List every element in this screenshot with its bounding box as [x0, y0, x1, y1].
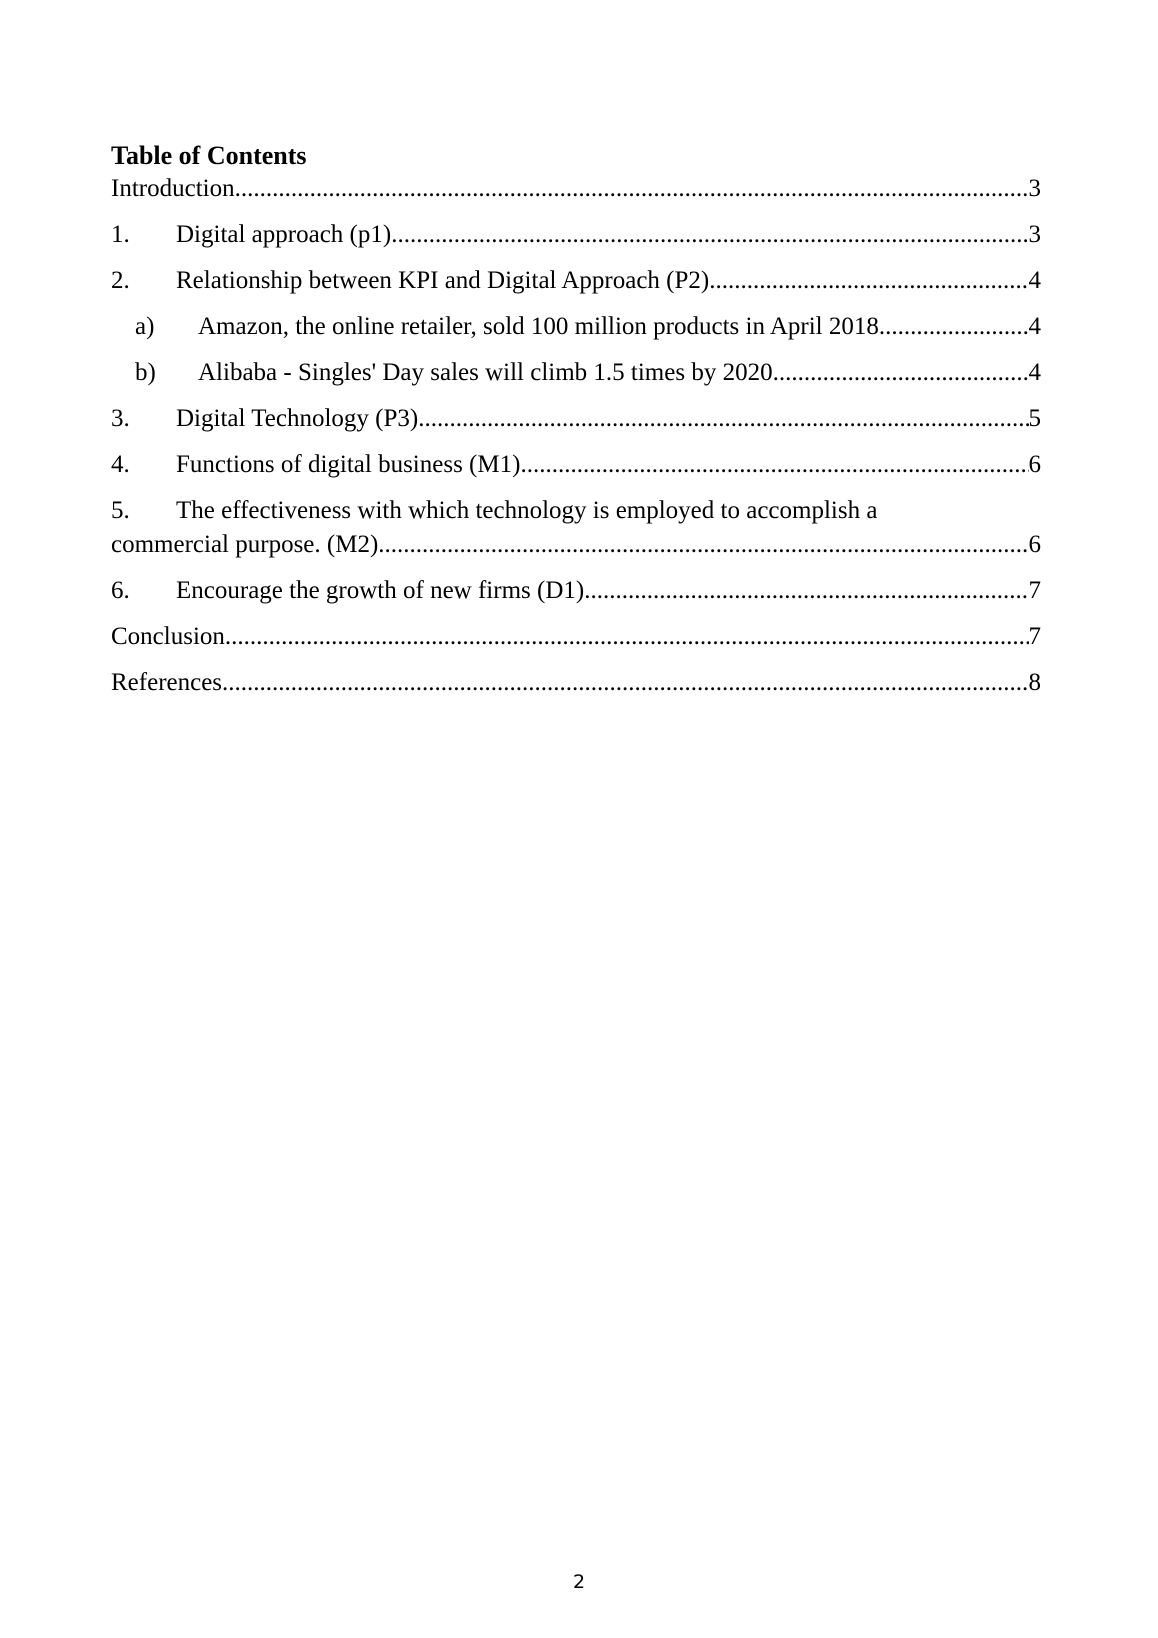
dot-leader — [391, 218, 1028, 252]
toc-entry-page: 6 — [1028, 451, 1041, 478]
toc-entry-page: 7 — [1028, 577, 1041, 604]
toc-entry-title: Digital Technology (P3) — [176, 405, 419, 432]
toc-entry-title: Alibaba - Singles' Day sales will climb 1.5 times by 2020 — [198, 359, 773, 386]
dot-leader — [235, 172, 1029, 206]
toc-entry-page: 3 — [1028, 221, 1041, 248]
toc-list — [111, 172, 1041, 700]
toc-entry-number: b) — [135, 359, 156, 386]
toc-entry-number: 1. — [111, 221, 130, 248]
toc-entry-references[interactable] — [111, 666, 1041, 700]
toc-entry-number: 5. — [111, 497, 130, 524]
toc-entry-number: 4. — [111, 451, 130, 478]
toc-entry-number: 6. — [111, 577, 130, 604]
toc-entry-title: Introduction — [111, 175, 235, 202]
toc-entry-title: Relationship between KPI and Digital Approach (P2) — [176, 267, 710, 294]
toc-entry-title-line2: commercial purpose. (M2) — [111, 531, 379, 558]
toc-entry-page: 5 — [1028, 405, 1041, 432]
toc-entry-alibaba[interactable] — [111, 356, 1041, 390]
toc-entry-kpi-relationship[interactable] — [111, 264, 1041, 298]
page-number: 2 — [572, 1571, 586, 1593]
toc-entry-title: Conclusion — [111, 623, 225, 650]
toc-entry-number: a) — [135, 313, 155, 340]
toc-heading: Table of Contents — [111, 141, 307, 170]
toc-entry-title: References — [111, 669, 223, 696]
toc-entry-page: 3 — [1028, 175, 1041, 202]
toc-entry-number: 3. — [111, 405, 130, 432]
toc-entry-title: Digital approach (p1) — [176, 221, 392, 248]
toc-entry-effectiveness[interactable] — [111, 494, 1041, 562]
toc-entry-title: Functions of digital business (M1) — [176, 451, 521, 478]
dot-leader — [520, 448, 1028, 482]
dot-leader — [418, 402, 1028, 436]
toc-entry-title: Amazon, the online retailer, sold 100 million products in April 2018 — [198, 313, 879, 340]
dot-leader — [879, 310, 1029, 344]
toc-entry-title: Encourage the growth of new firms (D1) — [176, 577, 585, 604]
toc-entry-digital-technology[interactable] — [111, 402, 1041, 436]
toc-entry-page: 4 — [1028, 359, 1041, 386]
toc-entry-amazon[interactable] — [111, 310, 1041, 344]
toc-entry-conclusion[interactable] — [111, 620, 1041, 654]
toc-entry-page: 4 — [1028, 267, 1041, 294]
dot-leader — [709, 264, 1028, 298]
dot-leader — [378, 528, 1028, 562]
dot-leader — [222, 666, 1028, 700]
toc-entry-new-firms[interactable] — [111, 574, 1041, 608]
toc-entry-page: 6 — [1028, 531, 1041, 558]
dot-leader — [225, 620, 1029, 654]
toc-entry-page: 8 — [1028, 669, 1041, 696]
toc-entry-page: 4 — [1028, 313, 1041, 340]
dot-leader — [584, 574, 1028, 608]
dot-leader — [773, 356, 1029, 390]
toc-entry-title-line1: The effectiveness with which technology is employed to accomplish a — [176, 497, 878, 524]
toc-entry-functions[interactable] — [111, 448, 1041, 482]
toc-entry-number: 2. — [111, 267, 130, 294]
table-of-contents — [111, 140, 1041, 700]
toc-entry-digital-approach[interactable] — [111, 218, 1041, 252]
toc-entry-introduction[interactable] — [111, 172, 1041, 206]
toc-entry-page: 7 — [1028, 623, 1041, 650]
